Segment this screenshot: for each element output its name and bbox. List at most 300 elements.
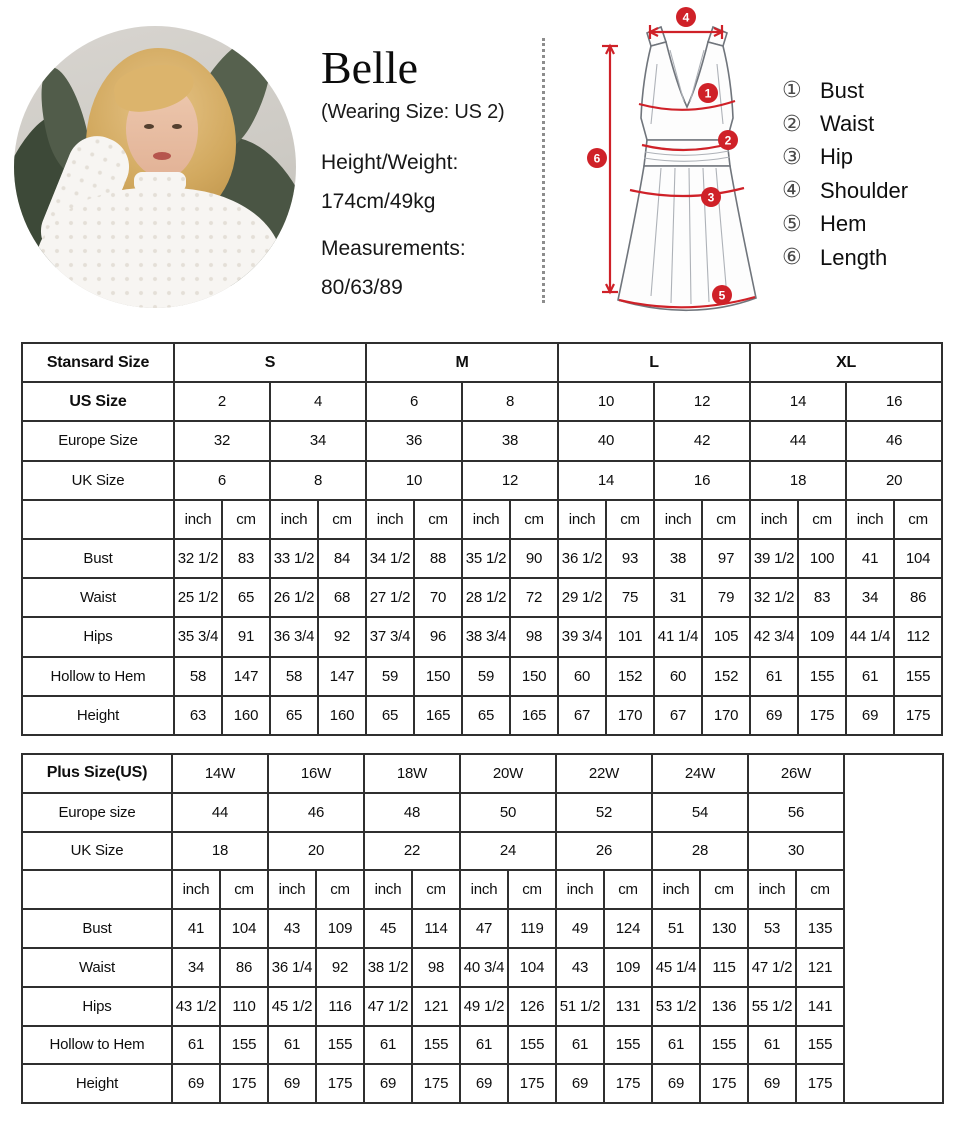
measurements-value: 80/63/89	[321, 276, 403, 300]
legend-item-hem	[782, 208, 908, 241]
table-row	[22, 657, 942, 696]
row-label-cell: Europe size	[22, 793, 172, 832]
value-cell: 155	[412, 1026, 460, 1065]
value-cell: 42	[654, 421, 750, 460]
value-cell: 51	[652, 909, 700, 948]
value-cell: 36 3/4	[270, 617, 318, 656]
value-cell: 12	[654, 382, 750, 421]
value-cell: cm	[700, 870, 748, 909]
row-label-cell: UK Size	[22, 832, 172, 871]
value-cell: 155	[796, 1026, 844, 1065]
value-cell: 35 1/2	[462, 539, 510, 578]
legend-label: Waist	[820, 111, 875, 137]
value-cell: 152	[702, 657, 750, 696]
legend-label: Shoulder	[820, 177, 909, 203]
value-cell: 116	[316, 987, 364, 1026]
value-cell: cm	[604, 870, 652, 909]
value-cell: 54	[652, 793, 748, 832]
value-cell: inch	[172, 870, 220, 909]
value-cell: 69	[846, 696, 894, 735]
value-cell: 44	[172, 793, 268, 832]
row-label-cell	[22, 870, 172, 909]
value-cell: 26W	[748, 754, 844, 793]
value-cell: 16	[654, 461, 750, 500]
hip-marker-number: 3	[707, 190, 715, 205]
value-cell: 58	[174, 657, 222, 696]
value-cell: 47 1/2	[748, 948, 796, 987]
row-label-cell: Hips	[22, 987, 172, 1026]
value-cell: 104	[508, 948, 556, 987]
value-cell: 20	[846, 461, 942, 500]
value-cell: 112	[894, 617, 942, 656]
value-cell: 52	[556, 793, 652, 832]
value-cell: 34	[270, 421, 366, 460]
value-cell: 92	[318, 617, 366, 656]
value-cell: 18W	[364, 754, 460, 793]
value-cell: 49 1/2	[460, 987, 508, 1026]
value-cell: 104	[894, 539, 942, 578]
value-cell: inch	[364, 870, 412, 909]
value-cell: 40	[558, 421, 654, 460]
value-cell: inch	[366, 500, 414, 539]
value-cell: 69	[268, 1064, 316, 1103]
row-label-cell: Hollow to Hem	[22, 657, 174, 696]
value-cell: 165	[510, 696, 558, 735]
value-cell: 41	[172, 909, 220, 948]
row-label-cell: Plus Size(US)	[22, 754, 172, 793]
value-cell: 45 1/2	[268, 987, 316, 1026]
value-cell: 16W	[268, 754, 364, 793]
value-cell: 155	[798, 657, 846, 696]
value-cell: 121	[412, 987, 460, 1026]
value-cell: cm	[510, 500, 558, 539]
value-cell: 8	[462, 382, 558, 421]
value-cell: 70	[414, 578, 462, 617]
row-label-cell: UK Size	[22, 461, 174, 500]
value-cell: 12	[462, 461, 558, 500]
value-cell: 45	[364, 909, 412, 948]
value-cell: 36 1/2	[558, 539, 606, 578]
value-cell: 165	[414, 696, 462, 735]
circled-number-icon: ②	[782, 111, 802, 137]
value-cell: 109	[604, 948, 652, 987]
value-cell: 47	[460, 909, 508, 948]
row-label-cell	[22, 500, 174, 539]
model-photo	[14, 26, 296, 308]
value-cell: 175	[796, 1064, 844, 1103]
table-row	[22, 832, 943, 871]
value-cell: cm	[702, 500, 750, 539]
value-cell: 61	[172, 1026, 220, 1065]
value-cell: 49	[556, 909, 604, 948]
value-cell: 36	[366, 421, 462, 460]
circled-number-icon: ⑥	[782, 245, 802, 271]
value-cell: 39 3/4	[558, 617, 606, 656]
value-cell: 10	[558, 382, 654, 421]
value-cell: 155	[220, 1026, 268, 1065]
value-cell: 32 1/2	[174, 539, 222, 578]
value-cell: M	[366, 343, 558, 382]
value-cell: 45 1/4	[652, 948, 700, 987]
legend-item-shoulder	[782, 174, 908, 207]
value-cell: 97	[702, 539, 750, 578]
value-cell: 69	[172, 1064, 220, 1103]
model-info-card	[321, 44, 536, 300]
table-row	[22, 421, 942, 460]
value-cell: 115	[700, 948, 748, 987]
value-cell: 105	[702, 617, 750, 656]
value-cell: 65	[366, 696, 414, 735]
value-cell: cm	[414, 500, 462, 539]
value-cell: 37 3/4	[366, 617, 414, 656]
legend-label: Hip	[820, 144, 854, 170]
value-cell: inch	[846, 500, 894, 539]
value-cell: 92	[316, 948, 364, 987]
value-cell: 53	[748, 909, 796, 948]
hem-marker-number: 5	[718, 288, 726, 303]
row-label-cell: Europe Size	[22, 421, 174, 460]
table-row	[22, 793, 943, 832]
value-cell: 175	[508, 1064, 556, 1103]
model-lips	[153, 152, 171, 160]
value-cell: 124	[604, 909, 652, 948]
dress-diagram	[553, 4, 781, 327]
value-cell: 51 1/2	[556, 987, 604, 1026]
value-cell: 126	[508, 987, 556, 1026]
value-cell	[844, 754, 943, 1103]
value-cell: 61	[846, 657, 894, 696]
value-cell: inch	[558, 500, 606, 539]
waist-marker-number: 2	[724, 133, 732, 148]
height-weight-value: 174cm/49kg	[321, 190, 436, 214]
value-cell: 175	[604, 1064, 652, 1103]
dashed-divider	[542, 38, 545, 303]
value-cell: 86	[894, 578, 942, 617]
value-cell: 10	[366, 461, 462, 500]
value-cell: 61	[652, 1026, 700, 1065]
value-cell: 38 1/2	[364, 948, 412, 987]
row-label-cell: Hips	[22, 617, 174, 656]
value-cell: 34	[846, 578, 894, 617]
value-cell: 61	[364, 1026, 412, 1065]
table-row	[22, 987, 943, 1026]
table-row	[22, 1064, 943, 1103]
value-cell: 69	[364, 1064, 412, 1103]
value-cell: 47 1/2	[364, 987, 412, 1026]
value-cell: 41 1/4	[654, 617, 702, 656]
value-cell: 34	[172, 948, 220, 987]
value-cell: 43	[268, 909, 316, 948]
value-cell: S	[174, 343, 366, 382]
value-cell: 14	[750, 382, 846, 421]
value-cell: 170	[606, 696, 654, 735]
value-cell: L	[558, 343, 750, 382]
value-cell: XL	[750, 343, 942, 382]
value-cell: 121	[796, 948, 844, 987]
value-cell: cm	[606, 500, 654, 539]
value-cell: 175	[316, 1064, 364, 1103]
value-cell: inch	[652, 870, 700, 909]
value-cell: 61	[750, 657, 798, 696]
value-cell: 93	[606, 539, 654, 578]
value-cell: 58	[270, 657, 318, 696]
value-cell: 69	[750, 696, 798, 735]
shoulder-marker-number: 4	[682, 10, 690, 25]
value-cell: 20	[268, 832, 364, 871]
value-cell: 63	[174, 696, 222, 735]
value-cell: 170	[702, 696, 750, 735]
value-cell: cm	[894, 500, 942, 539]
value-cell: inch	[460, 870, 508, 909]
legend-label: Bust	[820, 77, 865, 103]
table-row	[22, 948, 943, 987]
value-cell: 109	[798, 617, 846, 656]
value-cell: 100	[798, 539, 846, 578]
legend-item-bust	[782, 74, 908, 107]
value-cell: 50	[460, 793, 556, 832]
value-cell: cm	[220, 870, 268, 909]
value-cell: 28 1/2	[462, 578, 510, 617]
value-cell: 98	[510, 617, 558, 656]
value-cell: 86	[220, 948, 268, 987]
value-cell: 6	[174, 461, 270, 500]
value-cell: 69	[556, 1064, 604, 1103]
row-label-cell: Stansard Size	[22, 343, 174, 382]
table-row	[22, 461, 942, 500]
value-cell: 2	[174, 382, 270, 421]
value-cell: 67	[654, 696, 702, 735]
value-cell: 53 1/2	[652, 987, 700, 1026]
value-cell: 22W	[556, 754, 652, 793]
value-cell: 8	[270, 461, 366, 500]
value-cell: 175	[700, 1064, 748, 1103]
value-cell: cm	[412, 870, 460, 909]
value-cell: 69	[460, 1064, 508, 1103]
value-cell: 88	[414, 539, 462, 578]
value-cell: cm	[316, 870, 364, 909]
value-cell: 147	[222, 657, 270, 696]
value-cell: 22	[364, 832, 460, 871]
value-cell: 38	[654, 539, 702, 578]
value-cell: 69	[748, 1064, 796, 1103]
value-cell: 40 3/4	[460, 948, 508, 987]
value-cell: 36 1/4	[268, 948, 316, 987]
value-cell: 32 1/2	[750, 578, 798, 617]
value-cell: 60	[558, 657, 606, 696]
value-cell: 175	[412, 1064, 460, 1103]
row-label-cell: Height	[22, 696, 174, 735]
value-cell: inch	[748, 870, 796, 909]
value-cell: 42 3/4	[750, 617, 798, 656]
model-name: Belle	[321, 42, 419, 93]
value-cell: 55 1/2	[748, 987, 796, 1026]
row-label-cell: US Size	[22, 382, 174, 421]
value-cell: 135	[796, 909, 844, 948]
value-cell: 155	[700, 1026, 748, 1065]
value-cell: 109	[316, 909, 364, 948]
value-cell: 131	[604, 987, 652, 1026]
value-cell: 175	[220, 1064, 268, 1103]
value-cell: 32	[174, 421, 270, 460]
legend-item-hip	[782, 141, 908, 174]
value-cell: 150	[414, 657, 462, 696]
value-cell: 155	[604, 1026, 652, 1065]
value-cell: 24W	[652, 754, 748, 793]
standard-size-table	[21, 342, 943, 736]
legend-item-length	[782, 241, 908, 274]
value-cell: 38 3/4	[462, 617, 510, 656]
value-cell: 34 1/2	[366, 539, 414, 578]
value-cell: inch	[270, 500, 318, 539]
value-cell: 150	[510, 657, 558, 696]
legend-item-waist	[782, 107, 908, 140]
model-eye	[144, 124, 154, 129]
table-row	[22, 539, 942, 578]
value-cell: 14	[558, 461, 654, 500]
value-cell: 65	[270, 696, 318, 735]
value-cell: 24	[460, 832, 556, 871]
value-cell: 155	[508, 1026, 556, 1065]
table-row	[22, 1026, 943, 1065]
plus-size-table	[21, 753, 944, 1104]
value-cell: 175	[894, 696, 942, 735]
value-cell: 91	[222, 617, 270, 656]
height-weight-label: Height/Weight:	[321, 151, 459, 175]
value-cell: 31	[654, 578, 702, 617]
value-cell: 75	[606, 578, 654, 617]
value-cell: 33 1/2	[270, 539, 318, 578]
value-cell: 61	[748, 1026, 796, 1065]
legend-label: Length	[820, 244, 888, 270]
table-row	[22, 500, 942, 539]
value-cell: 27 1/2	[366, 578, 414, 617]
table-row	[22, 870, 943, 909]
value-cell: 48	[364, 793, 460, 832]
value-cell: 98	[412, 948, 460, 987]
value-cell: 61	[268, 1026, 316, 1065]
value-cell: 59	[366, 657, 414, 696]
length-measure-line	[602, 46, 618, 292]
value-cell: 155	[894, 657, 942, 696]
value-cell: 60	[654, 657, 702, 696]
value-cell: 46	[268, 793, 364, 832]
value-cell: inch	[654, 500, 702, 539]
value-cell: 65	[462, 696, 510, 735]
value-cell: 90	[510, 539, 558, 578]
value-cell: 38	[462, 421, 558, 460]
value-cell: 84	[318, 539, 366, 578]
measurements-label: Measurements:	[321, 237, 466, 261]
wearing-size: (Wearing Size: US 2)	[321, 101, 505, 124]
value-cell: 119	[508, 909, 556, 948]
value-cell: 56	[748, 793, 844, 832]
row-label-cell: Bust	[22, 909, 172, 948]
value-cell: 96	[414, 617, 462, 656]
value-cell: 43 1/2	[172, 987, 220, 1026]
circled-number-icon: ⑤	[782, 211, 802, 237]
table-row	[22, 909, 943, 948]
circled-number-icon: ③	[782, 144, 802, 170]
value-cell: 35 3/4	[174, 617, 222, 656]
value-cell: 61	[460, 1026, 508, 1065]
value-cell: 44 1/4	[846, 617, 894, 656]
row-label-cell: Waist	[22, 948, 172, 987]
value-cell: 18	[750, 461, 846, 500]
value-cell: 29 1/2	[558, 578, 606, 617]
row-label-cell: Height	[22, 1064, 172, 1103]
value-cell: 61	[556, 1026, 604, 1065]
value-cell: inch	[174, 500, 222, 539]
table-row	[22, 343, 942, 382]
value-cell: inch	[462, 500, 510, 539]
value-cell: inch	[268, 870, 316, 909]
value-cell: 83	[798, 578, 846, 617]
value-cell: 69	[652, 1064, 700, 1103]
value-cell: 16	[846, 382, 942, 421]
value-cell: 46	[846, 421, 942, 460]
value-cell: 130	[700, 909, 748, 948]
value-cell: inch	[750, 500, 798, 539]
value-cell: 18	[172, 832, 268, 871]
value-cell: 147	[318, 657, 366, 696]
value-cell: 68	[318, 578, 366, 617]
value-cell: 67	[558, 696, 606, 735]
value-cell: cm	[796, 870, 844, 909]
value-cell: 155	[316, 1026, 364, 1065]
value-cell: 30	[748, 832, 844, 871]
value-cell: 136	[700, 987, 748, 1026]
table-row	[22, 382, 942, 421]
value-cell: cm	[798, 500, 846, 539]
dress-diagram-svg	[553, 4, 781, 322]
value-cell: 59	[462, 657, 510, 696]
value-cell: 20W	[460, 754, 556, 793]
value-cell: 41	[846, 539, 894, 578]
measurement-legend	[782, 74, 908, 274]
value-cell: 160	[318, 696, 366, 735]
row-label-cell: Waist	[22, 578, 174, 617]
table-row	[22, 578, 942, 617]
value-cell: cm	[318, 500, 366, 539]
value-cell: 101	[606, 617, 654, 656]
table-row	[22, 754, 943, 793]
value-cell: 141	[796, 987, 844, 1026]
value-cell: 26	[556, 832, 652, 871]
value-cell: 79	[702, 578, 750, 617]
value-cell: cm	[508, 870, 556, 909]
value-cell: cm	[222, 500, 270, 539]
circled-number-icon: ①	[782, 78, 802, 104]
value-cell: 28	[652, 832, 748, 871]
value-cell: 44	[750, 421, 846, 460]
value-cell: 83	[222, 539, 270, 578]
value-cell: inch	[556, 870, 604, 909]
circled-number-icon: ④	[782, 178, 802, 204]
value-cell: 175	[798, 696, 846, 735]
value-cell: 39 1/2	[750, 539, 798, 578]
value-cell: 4	[270, 382, 366, 421]
row-label-cell: Bust	[22, 539, 174, 578]
value-cell: 26 1/2	[270, 578, 318, 617]
value-cell: 14W	[172, 754, 268, 793]
legend-label: Hem	[820, 211, 867, 237]
value-cell: 160	[222, 696, 270, 735]
value-cell: 6	[366, 382, 462, 421]
value-cell: 25 1/2	[174, 578, 222, 617]
bust-marker-number: 1	[704, 86, 712, 101]
value-cell: 65	[222, 578, 270, 617]
table-row	[22, 696, 942, 735]
